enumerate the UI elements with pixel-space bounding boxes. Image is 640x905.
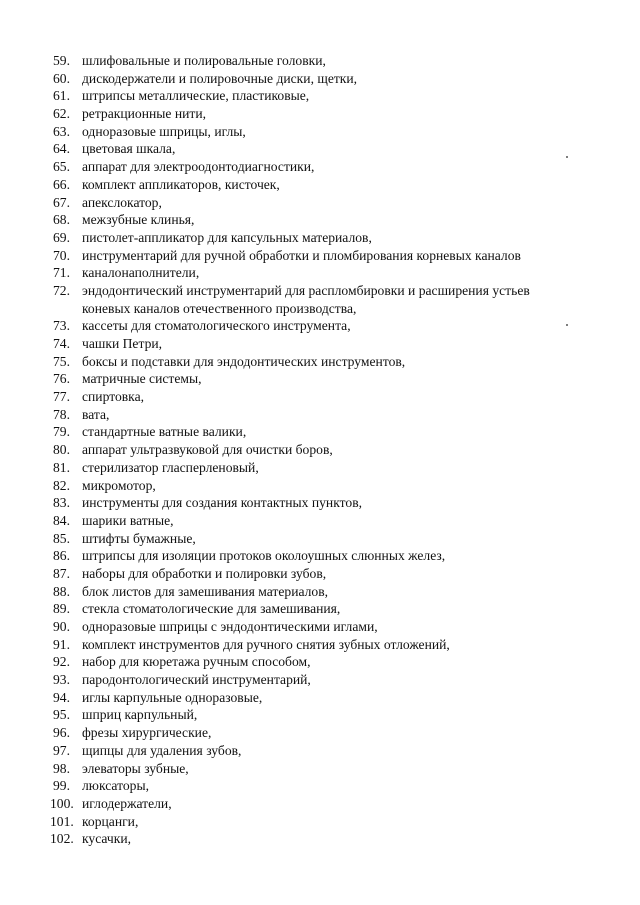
list-item bbox=[0, 123, 640, 141]
item-number: 67. bbox=[53, 194, 70, 210]
item-number: 82. bbox=[53, 477, 70, 493]
item-text: стерилизатор гласперленовый, bbox=[82, 459, 259, 475]
item-number: 79. bbox=[53, 424, 70, 440]
item-number: 72. bbox=[53, 282, 70, 298]
item-text: пародонтологический инструментарий, bbox=[82, 672, 311, 688]
item-text: одноразовые шприцы с эндодонтическими иглами, bbox=[82, 619, 378, 634]
list-item bbox=[0, 423, 640, 441]
item-number: 65. bbox=[53, 159, 70, 175]
item-text: инструменты для создания контактных пунктов, bbox=[82, 495, 363, 511]
item-number: 80. bbox=[53, 442, 70, 458]
list-item bbox=[0, 388, 640, 406]
item-text: штрипсы металлические, пластиковые, bbox=[82, 88, 310, 104]
list-item bbox=[0, 87, 640, 105]
item-number: 64. bbox=[53, 141, 70, 157]
item-number: 77. bbox=[53, 389, 70, 405]
item-number: 74. bbox=[53, 336, 70, 351]
item-text: чашки Петри, bbox=[82, 336, 163, 351]
list-item bbox=[0, 441, 640, 459]
item-number: 81. bbox=[53, 459, 70, 475]
scan-speck bbox=[566, 156, 568, 158]
item-text: аппарат для электроодонтодиагностики, bbox=[82, 159, 315, 175]
item-number: 84. bbox=[53, 512, 70, 528]
item-text: матричные системы, bbox=[82, 371, 202, 387]
list-item bbox=[0, 618, 640, 636]
item-text: корцанги, bbox=[82, 813, 139, 829]
list-item bbox=[0, 671, 640, 689]
list-item bbox=[0, 477, 640, 495]
list-item bbox=[0, 353, 640, 371]
item-number: 66. bbox=[53, 176, 70, 192]
item-text: межзубные клинья, bbox=[82, 212, 195, 228]
item-number: 94. bbox=[53, 689, 70, 705]
item-number: 91. bbox=[53, 636, 70, 652]
item-text: спиртовка, bbox=[82, 389, 145, 405]
list-item bbox=[0, 777, 640, 795]
item-number: 71. bbox=[53, 265, 70, 281]
item-number: 62. bbox=[53, 106, 70, 122]
item-number: 97. bbox=[53, 742, 70, 758]
list-item bbox=[0, 140, 640, 158]
list-item bbox=[0, 335, 640, 353]
list-item bbox=[0, 264, 640, 282]
list-item bbox=[0, 370, 640, 388]
item-number: 70. bbox=[53, 247, 70, 263]
item-number: 92. bbox=[53, 654, 70, 670]
item-text: комплект аппликаторов, кисточек, bbox=[82, 176, 280, 192]
item-number: 61. bbox=[53, 88, 70, 104]
item-text: щипцы для удаления зубов, bbox=[82, 742, 242, 758]
list-item bbox=[0, 530, 640, 548]
list-item bbox=[0, 830, 640, 848]
item-number: 96. bbox=[53, 725, 70, 741]
item-number: 99. bbox=[53, 778, 70, 794]
item-text: одноразовые шприцы, иглы, bbox=[82, 123, 246, 139]
item-text: дискодержатели и полировочные диски, щетки, bbox=[82, 70, 358, 86]
item-text: стекла стоматологические для замешивания, bbox=[82, 601, 341, 617]
item-text: апекслокатор, bbox=[82, 194, 162, 210]
list-item bbox=[0, 105, 640, 123]
item-text: комплект инструментов для ручного снятия зубных отложений, bbox=[82, 636, 450, 652]
item-number: 93. bbox=[53, 672, 70, 688]
item-text: иглодержатели, bbox=[82, 795, 172, 811]
list-item bbox=[0, 600, 640, 618]
item-text: элеваторы зубные, bbox=[82, 760, 189, 776]
item-number: 78. bbox=[53, 406, 70, 422]
item-number: 75. bbox=[53, 353, 70, 369]
item-number: 90. bbox=[53, 619, 70, 634]
item-number: 59. bbox=[53, 53, 70, 68]
list-item bbox=[0, 742, 640, 760]
list-item bbox=[0, 760, 640, 778]
list-item bbox=[0, 229, 640, 247]
item-text: боксы и подставки для эндодонтических инструментов, bbox=[82, 353, 406, 369]
item-text: люксаторы, bbox=[82, 778, 149, 794]
list-item bbox=[0, 194, 640, 212]
item-number: 100. bbox=[50, 795, 74, 811]
list-item bbox=[0, 317, 640, 335]
item-text: шарики ватные, bbox=[82, 512, 174, 528]
list-item bbox=[0, 406, 640, 424]
list-item bbox=[0, 459, 640, 477]
item-text: инструментарий для ручной обработки и пломбирования корневых каналов bbox=[82, 247, 521, 263]
list-item bbox=[0, 282, 640, 300]
list-item bbox=[0, 706, 640, 724]
item-number: 76. bbox=[53, 371, 70, 387]
scan-speck bbox=[566, 324, 568, 326]
list-item bbox=[0, 494, 640, 512]
item-number: 89. bbox=[53, 601, 70, 617]
list-item bbox=[0, 512, 640, 530]
numbered-list bbox=[0, 52, 640, 848]
list-item bbox=[0, 176, 640, 194]
item-text: фрезы хирургические, bbox=[82, 725, 212, 741]
item-text: кассеты для стоматологического инструмента, bbox=[82, 318, 351, 334]
item-text: кусачки, bbox=[82, 831, 132, 847]
item-text: штрипсы для изоляции протоков околоушных слюнных желез, bbox=[82, 548, 446, 564]
item-number: 98. bbox=[53, 760, 70, 776]
list-item bbox=[0, 565, 640, 583]
item-number: 63. bbox=[53, 123, 70, 139]
item-number: 83. bbox=[53, 495, 70, 511]
item-number: 69. bbox=[53, 229, 70, 245]
list-item bbox=[0, 795, 640, 813]
item-number: 88. bbox=[53, 583, 70, 599]
item-number: 102. bbox=[50, 831, 74, 847]
list-item bbox=[0, 158, 640, 176]
list-item bbox=[0, 689, 640, 707]
item-number: 87. bbox=[53, 565, 70, 581]
item-text: эндодонтический инструментарий для распломбировки и расширения устьев bbox=[82, 282, 530, 298]
item-number: 86. bbox=[53, 548, 70, 564]
item-text: вата, bbox=[82, 406, 110, 422]
item-text: шприц карпульный, bbox=[82, 707, 198, 723]
item-text: микромотор, bbox=[82, 477, 156, 493]
item-text: набор для кюретажа ручным способом, bbox=[82, 654, 311, 670]
item-text: иглы карпульные одноразовые, bbox=[82, 689, 263, 705]
item-number: 101. bbox=[50, 813, 74, 829]
item-number: 85. bbox=[53, 530, 70, 546]
item-text: штифты бумажные, bbox=[82, 530, 196, 546]
item-text: аппарат ультразвуковой для очистки боров, bbox=[82, 442, 333, 458]
list-item bbox=[0, 724, 640, 742]
list-item bbox=[0, 636, 640, 654]
list-item bbox=[0, 547, 640, 565]
list-item bbox=[0, 247, 640, 265]
list-item bbox=[0, 211, 640, 229]
item-text: цветовая шкала, bbox=[82, 141, 176, 157]
list-item bbox=[0, 52, 640, 70]
item-text: наборы для обработки и полировки зубов, bbox=[82, 565, 327, 581]
item-text: каналонаполнители, bbox=[82, 265, 200, 281]
item-text: стандартные ватные валики, bbox=[82, 424, 247, 440]
item-number: 68. bbox=[53, 212, 70, 228]
item-number: 73. bbox=[53, 318, 70, 334]
item-text: пистолет-аппликатор для капсульных материалов, bbox=[82, 229, 372, 245]
item-text-continuation: коневых каналов отечественного производства, bbox=[82, 300, 357, 316]
list-item bbox=[0, 653, 640, 671]
list-item bbox=[0, 70, 640, 88]
item-text: ретракционные нити, bbox=[82, 106, 206, 122]
item-number: 60. bbox=[53, 70, 70, 86]
item-number: 95. bbox=[53, 707, 70, 723]
item-text: шлифовальные и полировальные головки, bbox=[82, 53, 326, 68]
list-item bbox=[0, 583, 640, 601]
item-text: блок листов для замешивания материалов, bbox=[82, 583, 329, 599]
list-item bbox=[0, 813, 640, 831]
